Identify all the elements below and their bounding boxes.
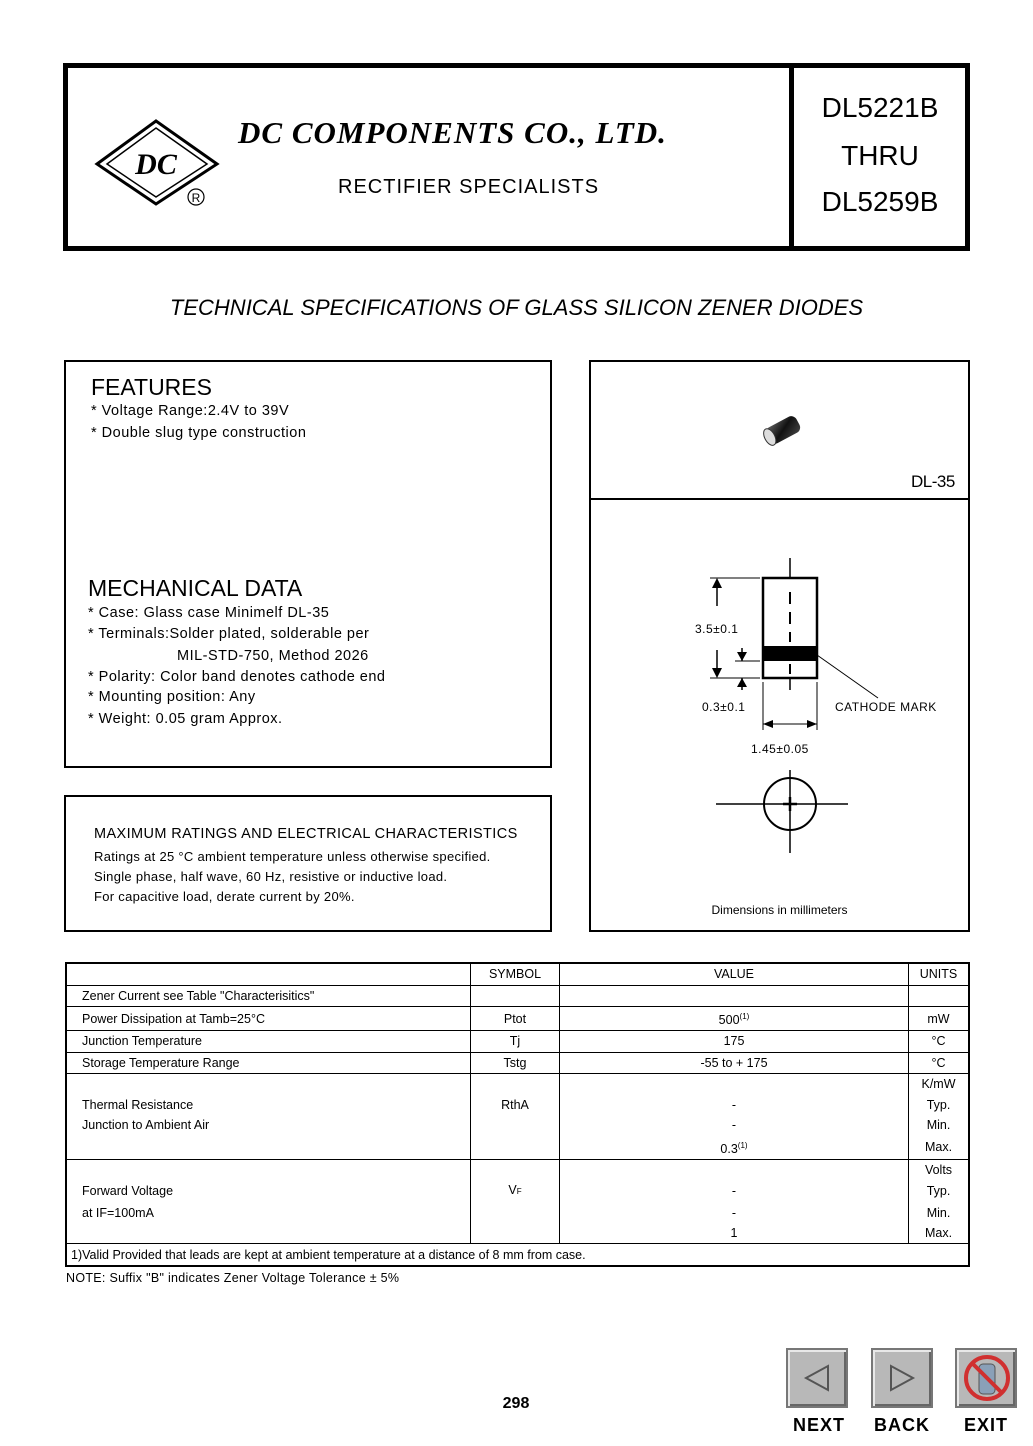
table-row <box>66 1074 969 1095</box>
cell-value <box>560 985 909 1007</box>
specifications-table <box>65 962 970 1267</box>
cell-parameter: Storage Temperature Range <box>66 1052 471 1074</box>
table-row <box>66 1223 969 1244</box>
svg-text:R: R <box>191 191 201 205</box>
features-box <box>64 360 552 768</box>
dimension-diameter-label: 1.45±0.05 <box>751 742 809 756</box>
diode-package-image <box>758 410 808 450</box>
table-row <box>66 1007 969 1031</box>
cell-parameter <box>66 1159 471 1180</box>
mechanical-item: * Case: Glass case Minimelf DL-35 <box>88 605 330 621</box>
cell-value: 1 <box>560 1223 909 1244</box>
cell-parameter: Forward Voltage <box>82 1184 174 1199</box>
cell-units: mW <box>909 1007 970 1031</box>
exit-label[interactable]: EXIT <box>963 1415 1008 1435</box>
exit-button[interactable] <box>955 1348 1017 1408</box>
cell-units: K/mW <box>909 1074 970 1095</box>
cell-units: °C <box>909 1052 970 1074</box>
header-symbol: SYMBOL <box>471 963 560 985</box>
cell-parameter: Power Dissipation at Tamb=25°C <box>66 1007 471 1031</box>
header-parameter <box>66 963 471 985</box>
cell-symbol <box>471 985 560 1007</box>
cell-symbol <box>471 1202 560 1223</box>
table-row <box>66 1202 969 1223</box>
exit-prohibited-icon <box>957 1350 1015 1406</box>
cell-parameter <box>66 1074 471 1095</box>
cell-parameter <box>66 1136 471 1160</box>
cell-parameter: Junction to Ambient Air <box>82 1118 210 1133</box>
company-tagline: RECTIFIER SPECIALISTS <box>338 176 600 198</box>
table-row <box>66 1052 969 1074</box>
part-number-thru: THRU <box>841 140 919 171</box>
feature-item: * Double slug type construction <box>91 425 307 441</box>
cell-symbol <box>471 1223 560 1244</box>
left-triangle-icon <box>788 1350 846 1406</box>
table-row <box>66 985 969 1007</box>
footnote-ref: (1) <box>737 1140 748 1150</box>
cell-value: 175 <box>560 1031 909 1053</box>
back-label[interactable]: BACK <box>874 1415 930 1435</box>
cell-units <box>909 985 970 1007</box>
cell-value <box>560 1074 909 1095</box>
header-divider <box>789 63 794 251</box>
mechanical-item: * Mounting position: Any <box>88 689 256 705</box>
cell-symbol: Tj <box>471 1031 560 1053</box>
cell-units: Typ. <box>909 1180 970 1202</box>
cell-symbol <box>471 1136 560 1160</box>
tolerance-note: NOTE: Suffix "B" indicates Zener Voltage Tolerance ± 5% <box>66 1271 400 1285</box>
table-footnote: 1)Valid Provided that leads are kept at ambient temperature at a distance of 8 mm from case. <box>66 1244 969 1266</box>
mechanical-heading: MECHANICAL DATA <box>88 575 303 601</box>
table-row <box>66 1115 969 1136</box>
logo-letters: DC <box>135 148 177 181</box>
cell-parameter: Thermal Resistance <box>82 1097 194 1112</box>
cell-symbol <box>471 1074 560 1095</box>
table-row <box>66 1180 969 1202</box>
cell-units: Volts <box>909 1159 970 1180</box>
back-button[interactable] <box>871 1348 933 1408</box>
cell-value <box>560 1159 909 1180</box>
next-label[interactable]: NEXT <box>792 1415 845 1435</box>
next-button[interactable] <box>786 1348 848 1408</box>
header-units: UNITS <box>909 963 970 985</box>
ratings-line: Single phase, half wave, 60 Hz, resistive or inductive load. <box>94 869 448 884</box>
page-number: 298 <box>502 1395 530 1412</box>
value-text: 500 <box>718 1013 740 1028</box>
table-row <box>66 1159 969 1180</box>
table-row <box>66 1095 969 1116</box>
cell-parameter: Junction Temperature <box>66 1031 471 1053</box>
cell-symbol <box>471 1159 560 1180</box>
table-footnote-row <box>66 1244 969 1266</box>
cell-units: Max. <box>909 1223 970 1244</box>
cell-value: - <box>560 1202 909 1223</box>
company-logo <box>94 118 224 210</box>
right-triangle-icon <box>873 1350 931 1406</box>
cell-symbol: Ptot <box>471 1007 560 1031</box>
footnote-ref: (1) <box>739 1012 750 1021</box>
mechanical-item: * Polarity: Color band denotes cathode end <box>88 669 386 685</box>
mechanical-item: MIL-STD-750, Method 2026 <box>177 648 369 664</box>
table-header-row <box>66 963 969 985</box>
package-name: DL-35 <box>911 472 955 491</box>
dimensions-note: Dimensions in millimeters <box>711 903 848 917</box>
header-value: VALUE <box>560 963 909 985</box>
symbol-text: V <box>508 1183 517 1198</box>
cathode-mark-label: CATHODE MARK <box>835 700 937 714</box>
document-title: TECHNICAL SPECIFICATIONS OF GLASS SILICON ZENER DIODES <box>169 295 864 320</box>
cell-symbol: Tstg <box>471 1052 560 1074</box>
cell-parameter: at IF=100mA <box>82 1205 154 1220</box>
dimension-band-label: 0.3±0.1 <box>702 700 746 714</box>
symbol-subscript: F <box>516 1187 522 1197</box>
cell-parameter <box>66 1223 471 1244</box>
table-row <box>66 1136 969 1160</box>
package-divider <box>589 498 970 500</box>
part-number-to: DL5259B <box>821 186 939 217</box>
ratings-line: For capacitive load, derate current by 20%. <box>94 889 355 904</box>
cell-units: Typ. <box>909 1095 970 1116</box>
cell-parameter: Zener Current see Table "Characterisitics" <box>66 985 471 1007</box>
feature-item: * Voltage Range:2.4V to 39V <box>91 403 290 419</box>
part-number-from: DL5221B <box>821 92 939 123</box>
ratings-heading: MAXIMUM RATINGS AND ELECTRICAL CHARACTERISTICS <box>94 826 518 842</box>
cell-value: - <box>560 1095 909 1116</box>
cell-value: - <box>560 1115 909 1136</box>
dimension-length-label: 3.5±0.1 <box>695 622 739 636</box>
cell-symbol <box>471 1115 560 1136</box>
cell-symbol <box>471 1180 560 1202</box>
cell-units: Min. <box>909 1115 970 1136</box>
ratings-line: Ratings at 25 °C ambient temperature unless otherwise specified. <box>94 849 491 864</box>
cell-units: °C <box>909 1031 970 1053</box>
cell-value <box>560 1007 909 1031</box>
mechanical-item: * Terminals:Solder plated, solderable per <box>88 626 370 642</box>
cell-units: Min. <box>909 1202 970 1223</box>
cell-symbol: RthA <box>471 1095 560 1116</box>
table-row <box>66 1031 969 1053</box>
value-text: 0.3 <box>720 1141 738 1156</box>
features-heading: FEATURES <box>91 374 212 400</box>
company-name: DC COMPONENTS CO., LTD. <box>238 115 667 150</box>
cell-value: - <box>560 1180 909 1202</box>
cell-units: Max. <box>909 1136 970 1160</box>
mechanical-item: * Weight: 0.05 gram Approx. <box>88 711 283 727</box>
cell-value <box>560 1136 909 1160</box>
cell-value: -55 to + 175 <box>560 1052 909 1074</box>
